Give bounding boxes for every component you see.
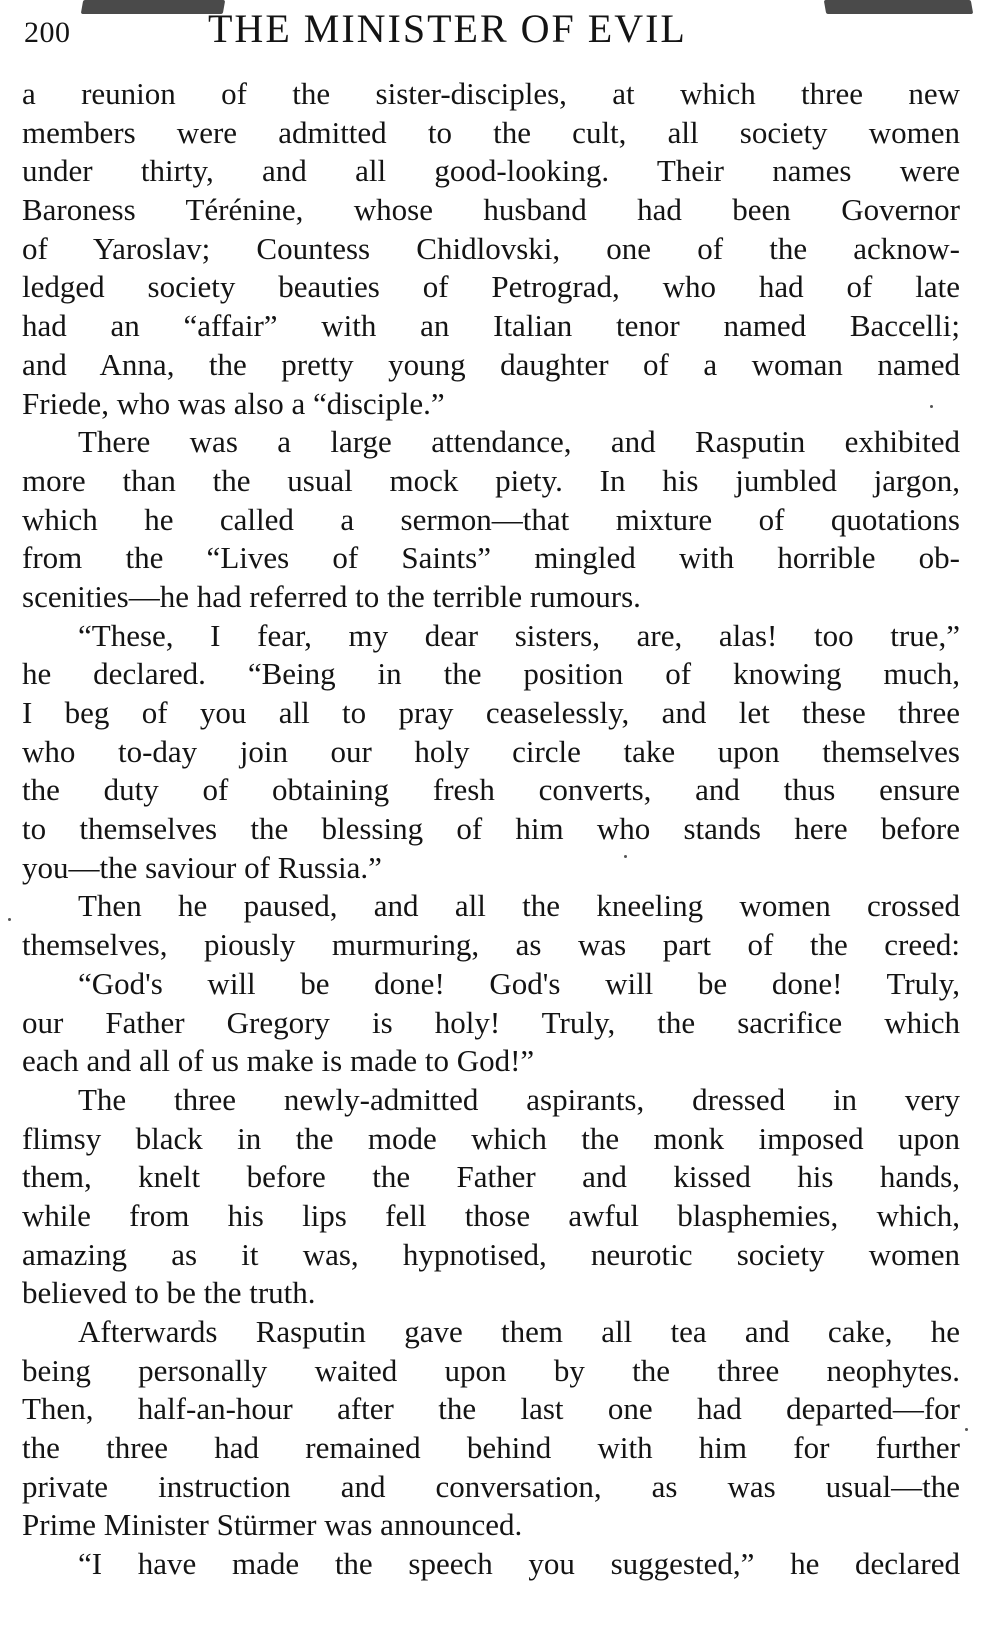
page-body xyxy=(22,75,960,1584)
text-line: “These, I fear, my dear sisters, are, alas! too true,” xyxy=(78,617,960,653)
text-line: flimsy black in the mode which the monk imposed upon xyxy=(22,1120,960,1156)
print-speck xyxy=(624,855,627,858)
text-line: Afterwards Rasputin gave them all tea and cake, he xyxy=(78,1314,960,1349)
text-line: amazing as it was, hypnotised, neurotic society women xyxy=(22,1236,960,1272)
text-line: ledged society beauties of Petrograd, who had of late xyxy=(22,269,960,305)
text-line: had an “affair” with an Italian tenor named Baccelli; xyxy=(22,308,960,344)
print-speck xyxy=(8,918,11,921)
text-line: Then, half-an-hour after the last one had departed—for xyxy=(22,1391,960,1427)
text-line: more than the usual mock piety. In his jumbled jargon, xyxy=(22,462,960,498)
text-line: the duty of obtaining fresh converts, and thus ensure xyxy=(22,772,960,808)
text-line: under thirty, and all good-looking. Their names were xyxy=(22,153,960,189)
text-line: to themselves the blessing of him who stands here before xyxy=(22,811,960,847)
text-line: the three had remained behind with him for further xyxy=(22,1430,960,1466)
text-line: Baroness Térénine, whose husband had been Governor xyxy=(22,192,960,228)
text-line: members were admitted to the cult, all society women xyxy=(22,114,960,150)
text-line: There was a large attendance, and Rasputin exhibited xyxy=(78,424,960,460)
page-number: 200 xyxy=(24,16,71,49)
text-line: you—the saviour of Russia.” xyxy=(22,849,382,885)
text-line: “God's will be done! God's will be done! Truly, xyxy=(78,965,960,1001)
text-line: which he called a sermon—that mixture of quotations xyxy=(22,501,960,537)
text-line: and Anna, the pretty young daughter of a woman named xyxy=(22,346,960,382)
ink-smudge xyxy=(824,0,973,14)
text-line: while from his lips fell those awful blasphemies, which, xyxy=(22,1197,960,1233)
text-line: who to-day join our holy circle take upon themselves xyxy=(22,733,960,769)
text-line: Prime Minister Stürmer was announced. xyxy=(22,1507,523,1543)
text-line: from the “Lives of Saints” mingled with horrible ob- xyxy=(22,540,960,576)
text-line: scenities—he had referred to the terrible rumours. xyxy=(22,578,641,614)
print-speck xyxy=(965,1428,968,1431)
text-line: being personally waited upon by the three neophytes. xyxy=(22,1352,960,1388)
text-line: “I have made the speech you suggested,” he declared xyxy=(78,1546,960,1582)
text-line: Friede, who was also a “disciple.” xyxy=(22,385,445,421)
text-line: I beg of you all to pray ceaselessly, and let these three xyxy=(22,695,960,730)
text-line: them, knelt before the Father and kissed his hands, xyxy=(22,1159,960,1195)
ink-smudge xyxy=(81,0,225,14)
text-line: The three newly-admitted aspirants, dressed in very xyxy=(78,1081,960,1117)
text-line: he declared. “Being in the position of knowing much, xyxy=(22,656,960,692)
text-line: our Father Gregory is holy! Truly, the sacrifice which xyxy=(22,1004,960,1040)
text-line: private instruction and conversation, as was usual—the xyxy=(22,1468,960,1504)
text-line: each and all of us make is made to God!” xyxy=(22,1043,535,1079)
text-line: a reunion of the sister-disciples, at which three new xyxy=(22,76,960,111)
print-speck xyxy=(930,405,933,408)
text-line: themselves, piously murmuring, as was part of the creed: xyxy=(22,927,960,963)
text-line: believed to be the truth. xyxy=(22,1275,316,1311)
text-line: of Yaroslav; Countess Chidlovski, one of the acknow- xyxy=(22,230,960,266)
page-header xyxy=(0,0,1000,60)
running-title: THE MINISTER OF EVIL xyxy=(208,6,687,51)
text-line: Then he paused, and all the kneeling women crossed xyxy=(78,888,960,924)
